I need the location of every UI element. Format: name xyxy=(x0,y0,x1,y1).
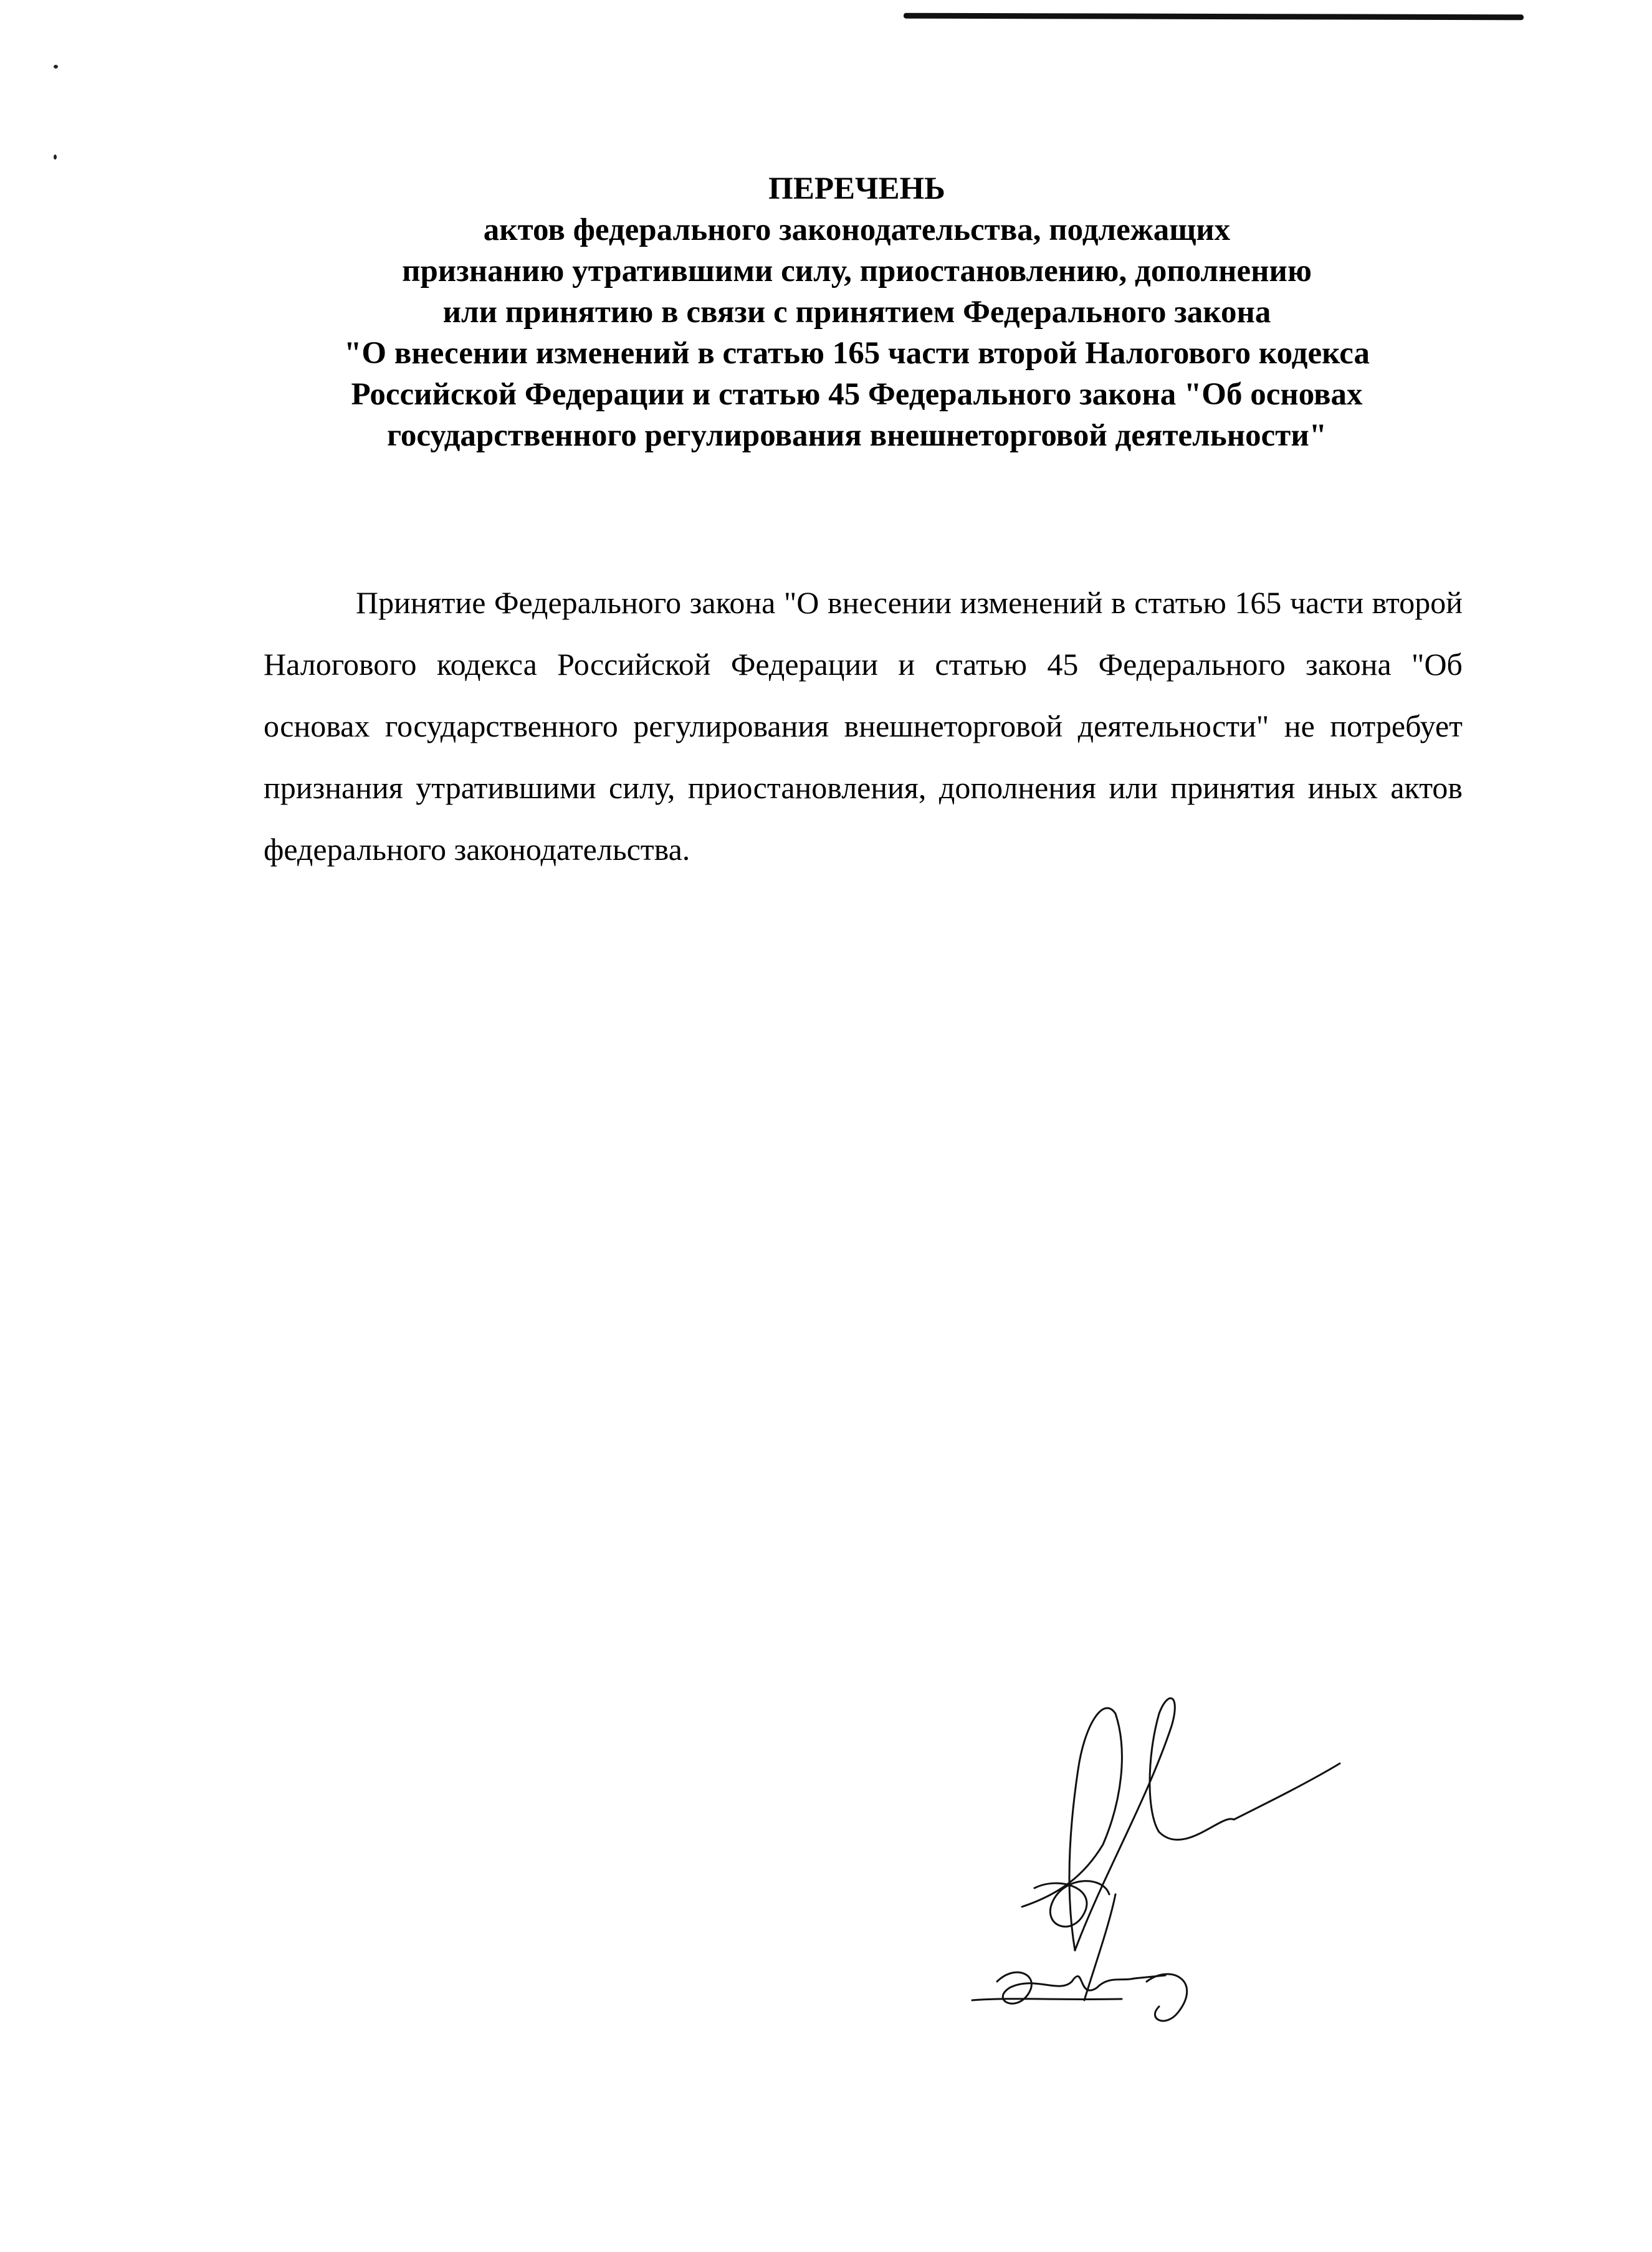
body-paragraph: Принятие Федерального закона "О внесении изменений в статью 165 части второй Налогового кодекса Российской Федерации и статью 45 Федерального закона "Об основах государственного регулирования внешнеторговой деятельности" не потребует признания утратившими силу, приостановления, дополнения или принятия иных актов федерального законодательства. xyxy=(264,585,1463,867)
subtitle-line: "О внесении изменений в статью 165 части второй Налогового кодекса xyxy=(344,336,1370,371)
subtitle-line: государственного регулирования внешнеторговой деятельности" xyxy=(386,418,1327,453)
scan-artifact-line xyxy=(904,13,1524,21)
scan-speck xyxy=(54,155,57,160)
subtitle-line: актов федерального законодательства, подлежащих xyxy=(483,212,1231,247)
subtitle-line: признанию утратившими силу, приостановлению, дополнению xyxy=(402,254,1312,289)
subtitle-line: Российской Федерации и статью 45 Федерального закона "Об основах xyxy=(351,377,1363,412)
scan-speck xyxy=(54,65,58,69)
document-heading xyxy=(237,168,1477,456)
document-title: ПЕРЕЧЕНЬ xyxy=(768,171,945,206)
handwritten-signature xyxy=(960,1689,1396,2038)
subtitle-line: или принятию в связи с принятием Федерального закона xyxy=(442,295,1271,330)
